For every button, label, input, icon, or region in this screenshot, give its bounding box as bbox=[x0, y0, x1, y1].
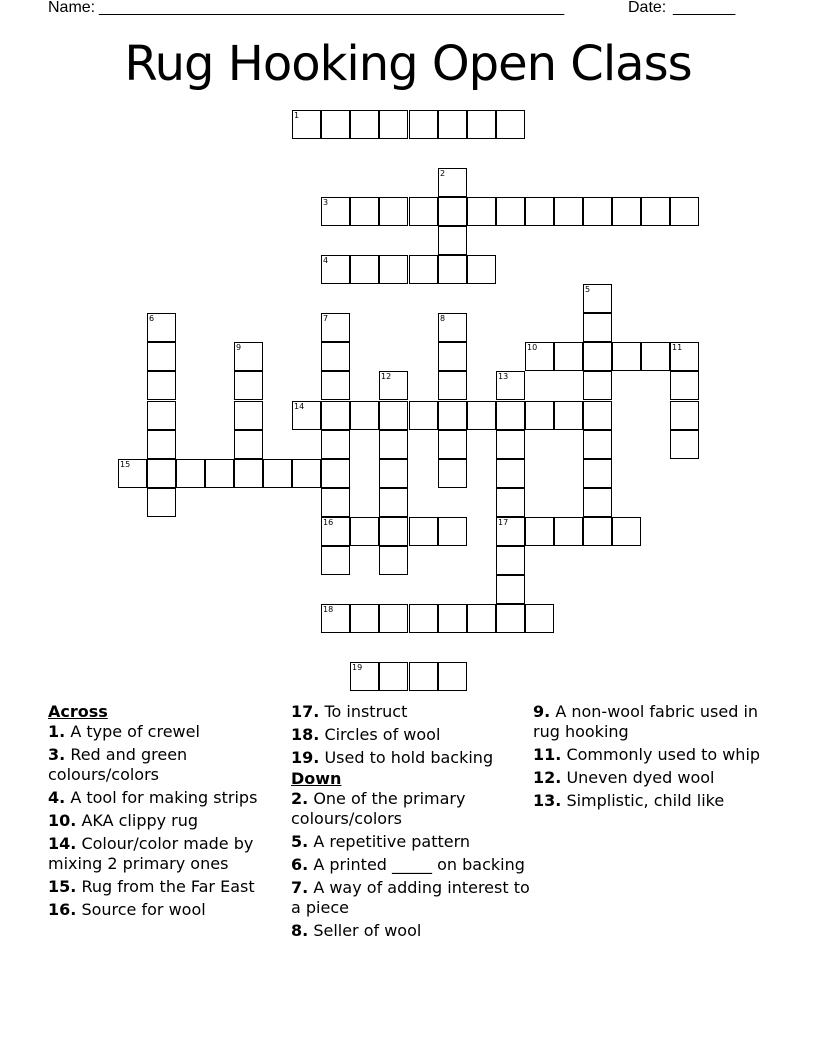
grid-cell[interactable] bbox=[583, 488, 612, 517]
grid-cell[interactable] bbox=[496, 604, 525, 633]
grid-cell[interactable] bbox=[525, 197, 554, 226]
grid-cell[interactable] bbox=[321, 110, 350, 139]
grid-cell[interactable] bbox=[438, 604, 467, 633]
grid-cell[interactable] bbox=[350, 604, 379, 633]
clue-number: 17 bbox=[498, 518, 509, 527]
grid-cell[interactable] bbox=[525, 604, 554, 633]
grid-cell[interactable] bbox=[292, 459, 321, 488]
grid-cell[interactable] bbox=[409, 517, 438, 546]
grid-cell[interactable] bbox=[670, 401, 699, 430]
clue-item-text: Rug from the Far East bbox=[81, 877, 255, 896]
clue-item-text: Used to hold backing bbox=[324, 748, 494, 767]
grid-cell[interactable] bbox=[438, 168, 467, 197]
clue-item-number: 3. bbox=[48, 745, 66, 764]
grid-cell[interactable] bbox=[496, 371, 525, 400]
grid-cell[interactable] bbox=[147, 313, 176, 342]
clue-item bbox=[48, 877, 284, 897]
clue-item bbox=[533, 745, 763, 765]
grid-cell[interactable] bbox=[496, 459, 525, 488]
grid-cell[interactable] bbox=[467, 401, 496, 430]
clue-item bbox=[291, 878, 531, 918]
clue-item-text: Red and green colours/colors bbox=[48, 745, 188, 784]
grid-cell[interactable] bbox=[583, 517, 612, 546]
clue-item-text: A non-wool fabric used in rug hooking bbox=[533, 702, 759, 741]
grid-cell[interactable] bbox=[641, 197, 670, 226]
clue-item-number: 9. bbox=[533, 702, 551, 721]
clue-item-text: A way of adding interest to a piece bbox=[291, 878, 530, 917]
grid-cell[interactable] bbox=[525, 517, 554, 546]
grid-cell[interactable] bbox=[438, 517, 467, 546]
clue-item-text: A printed _____ on backing bbox=[313, 855, 525, 874]
grid-cell[interactable] bbox=[147, 488, 176, 517]
grid-cell[interactable] bbox=[409, 401, 438, 430]
clue-item-number: 12. bbox=[533, 768, 562, 787]
grid-cell[interactable] bbox=[438, 110, 467, 139]
grid-cell[interactable] bbox=[409, 662, 438, 691]
grid-cell[interactable] bbox=[612, 342, 641, 371]
clue-item-text: A tool for making strips bbox=[70, 788, 258, 807]
grid-cell[interactable] bbox=[379, 517, 408, 546]
clue-number: 13 bbox=[498, 372, 509, 381]
grid-cell[interactable] bbox=[234, 430, 263, 459]
grid-cell[interactable] bbox=[147, 371, 176, 400]
grid-cell[interactable] bbox=[379, 430, 408, 459]
clue-item bbox=[533, 791, 763, 811]
clue-item-text: Commonly used to whip bbox=[566, 745, 761, 764]
across-heading: Across bbox=[48, 702, 108, 721]
grid-cell[interactable] bbox=[438, 371, 467, 400]
clue-item-number: 19. bbox=[291, 748, 320, 767]
grid-cell[interactable] bbox=[321, 604, 350, 633]
grid-cell[interactable] bbox=[496, 430, 525, 459]
grid-cell[interactable] bbox=[554, 342, 583, 371]
grid-cell[interactable] bbox=[670, 430, 699, 459]
grid-cell[interactable] bbox=[379, 604, 408, 633]
clue-item-number: 2. bbox=[291, 789, 309, 808]
clue-number: 9 bbox=[236, 343, 242, 352]
name-label: Name: bbox=[48, 0, 96, 16]
grid-cell[interactable] bbox=[350, 255, 379, 284]
grid-cell[interactable] bbox=[670, 371, 699, 400]
clue-item-number: 17. bbox=[291, 702, 320, 721]
clue-item bbox=[291, 702, 531, 722]
grid-cell[interactable] bbox=[234, 401, 263, 430]
clue-item bbox=[48, 745, 284, 785]
clue-number: 18 bbox=[323, 605, 334, 614]
clue-item-text: A type of crewel bbox=[70, 722, 200, 741]
clue-number: 19 bbox=[352, 663, 363, 672]
clue-item-number: 6. bbox=[291, 855, 309, 874]
grid-cell[interactable] bbox=[583, 284, 612, 313]
grid-cell[interactable] bbox=[234, 342, 263, 371]
date-label: Date: bbox=[628, 0, 667, 16]
grid-cell[interactable] bbox=[496, 575, 525, 604]
grid-cell[interactable] bbox=[379, 459, 408, 488]
grid-cell[interactable] bbox=[583, 197, 612, 226]
clue-number: 8 bbox=[440, 314, 446, 323]
grid-cell[interactable] bbox=[234, 459, 263, 488]
grid-cell[interactable] bbox=[292, 110, 321, 139]
clue-item-number: 7. bbox=[291, 878, 309, 897]
grid-cell[interactable] bbox=[467, 197, 496, 226]
grid-cell[interactable] bbox=[467, 604, 496, 633]
clue-item-number: 18. bbox=[291, 725, 320, 744]
clue-item bbox=[48, 834, 284, 874]
grid-cell[interactable] bbox=[670, 342, 699, 371]
clue-item-text: Simplistic, child like bbox=[566, 791, 725, 810]
grid-cell[interactable] bbox=[438, 197, 467, 226]
grid-cell[interactable] bbox=[379, 488, 408, 517]
clue-item-number: 1. bbox=[48, 722, 66, 741]
grid-cell[interactable] bbox=[496, 401, 525, 430]
grid-cell[interactable] bbox=[554, 401, 583, 430]
clue-item-number: 16. bbox=[48, 900, 77, 919]
grid-cell[interactable] bbox=[379, 546, 408, 575]
clue-item bbox=[48, 900, 284, 920]
grid-cell[interactable] bbox=[176, 459, 205, 488]
grid-cell[interactable] bbox=[438, 459, 467, 488]
clue-number: 12 bbox=[381, 372, 392, 381]
grid-cell[interactable] bbox=[292, 401, 321, 430]
grid-cell[interactable] bbox=[350, 517, 379, 546]
page-title: Rug Hooking Open Class bbox=[124, 36, 692, 92]
grid-cell[interactable] bbox=[263, 459, 292, 488]
grid-cell[interactable] bbox=[670, 197, 699, 226]
grid-cell[interactable] bbox=[641, 342, 670, 371]
grid-cell[interactable] bbox=[438, 662, 467, 691]
grid-cell[interactable] bbox=[321, 459, 350, 488]
grid-cell[interactable] bbox=[467, 110, 496, 139]
down-heading: Down bbox=[291, 769, 342, 788]
grid-cell[interactable] bbox=[409, 604, 438, 633]
clue-item bbox=[291, 921, 531, 941]
clue-item-number: 8. bbox=[291, 921, 309, 940]
grid-cell[interactable] bbox=[583, 401, 612, 430]
grid-cell[interactable] bbox=[496, 546, 525, 575]
clue-item-text: Uneven dyed wool bbox=[566, 768, 715, 787]
grid-cell[interactable] bbox=[612, 197, 641, 226]
grid-cell[interactable] bbox=[234, 371, 263, 400]
grid-cell[interactable] bbox=[438, 226, 467, 255]
clue-item bbox=[533, 768, 763, 788]
clue-number: 15 bbox=[120, 460, 131, 469]
clue-number: 7 bbox=[323, 314, 329, 323]
grid-cell[interactable] bbox=[321, 430, 350, 459]
grid-cell[interactable] bbox=[321, 401, 350, 430]
clues-column-2 bbox=[291, 702, 531, 944]
grid-cell[interactable] bbox=[496, 110, 525, 139]
clue-item bbox=[291, 748, 531, 768]
clue-item-text: A repetitive pattern bbox=[313, 832, 471, 851]
clue-item-text: Source for wool bbox=[81, 900, 206, 919]
grid-cell[interactable] bbox=[583, 371, 612, 400]
grid-cell[interactable] bbox=[321, 342, 350, 371]
clue-item-number: 11. bbox=[533, 745, 562, 764]
grid-cell[interactable] bbox=[350, 401, 379, 430]
grid-cell[interactable] bbox=[409, 255, 438, 284]
grid-cell[interactable] bbox=[583, 342, 612, 371]
clue-number: 16 bbox=[323, 518, 334, 527]
grid-cell[interactable] bbox=[321, 546, 350, 575]
clue-item-text: AKA clippy rug bbox=[81, 811, 199, 830]
grid-cell[interactable] bbox=[438, 255, 467, 284]
clue-item-text: Seller of wool bbox=[313, 921, 422, 940]
grid-cell[interactable] bbox=[147, 430, 176, 459]
clue-number: 4 bbox=[323, 256, 329, 265]
clues-column-1 bbox=[48, 702, 284, 923]
grid-cell[interactable] bbox=[321, 517, 350, 546]
grid-cell[interactable] bbox=[438, 401, 467, 430]
grid-cell[interactable] bbox=[321, 313, 350, 342]
grid-cell[interactable] bbox=[438, 313, 467, 342]
grid-cell[interactable] bbox=[379, 662, 408, 691]
clue-item-text: Colour/color made by mixing 2 primary ones bbox=[48, 834, 254, 873]
grid-cell[interactable] bbox=[554, 197, 583, 226]
clue-item-number: 5. bbox=[291, 832, 309, 851]
clue-item bbox=[533, 702, 763, 742]
grid-cell[interactable] bbox=[438, 342, 467, 371]
grid-cell[interactable] bbox=[496, 488, 525, 517]
grid-cell[interactable] bbox=[554, 517, 583, 546]
clue-number: 2 bbox=[440, 169, 446, 178]
clue-item bbox=[291, 789, 531, 829]
grid-cell[interactable] bbox=[438, 430, 467, 459]
grid-cell[interactable] bbox=[321, 371, 350, 400]
name-field[interactable]: _______________________________________________________ bbox=[99, 0, 564, 16]
date-field[interactable]: _______ bbox=[673, 0, 736, 16]
clue-number: 10 bbox=[527, 343, 538, 352]
grid-cell[interactable] bbox=[379, 371, 408, 400]
grid-cell[interactable] bbox=[612, 517, 641, 546]
grid-cell[interactable] bbox=[379, 401, 408, 430]
grid-cell[interactable] bbox=[583, 313, 612, 342]
clue-number: 3 bbox=[323, 198, 329, 207]
clue-item-text: Circles of wool bbox=[324, 725, 441, 744]
grid-cell[interactable] bbox=[379, 197, 408, 226]
grid-cell[interactable] bbox=[350, 197, 379, 226]
clue-item-text: To instruct bbox=[324, 702, 408, 721]
clue-item-number: 13. bbox=[533, 791, 562, 810]
grid-cell[interactable] bbox=[583, 459, 612, 488]
clue-item bbox=[48, 811, 284, 831]
grid-cell[interactable] bbox=[147, 401, 176, 430]
clues-column-3 bbox=[533, 702, 763, 814]
clue-item bbox=[291, 725, 531, 745]
clue-item-number: 4. bbox=[48, 788, 66, 807]
clue-number: 11 bbox=[672, 343, 683, 352]
grid-cell[interactable] bbox=[525, 401, 554, 430]
grid-cell[interactable] bbox=[147, 459, 176, 488]
clue-item bbox=[291, 855, 531, 875]
grid-cell[interactable] bbox=[118, 459, 147, 488]
grid-cell[interactable] bbox=[525, 342, 554, 371]
grid-cell[interactable] bbox=[467, 255, 496, 284]
grid-cell[interactable] bbox=[350, 110, 379, 139]
clue-item-number: 14. bbox=[48, 834, 77, 853]
grid-cell[interactable] bbox=[321, 197, 350, 226]
grid-cell[interactable] bbox=[409, 197, 438, 226]
grid-cell[interactable] bbox=[205, 459, 234, 488]
grid-cell[interactable] bbox=[379, 255, 408, 284]
grid-cell[interactable] bbox=[496, 517, 525, 546]
clue-number: 14 bbox=[294, 402, 305, 411]
clue-item-number: 15. bbox=[48, 877, 77, 896]
grid-cell[interactable] bbox=[583, 430, 612, 459]
clue-item-text: One of the primary colours/colors bbox=[291, 789, 466, 828]
clue-item bbox=[291, 832, 531, 852]
clue-item-number: 10. bbox=[48, 811, 77, 830]
grid-cell[interactable] bbox=[147, 342, 176, 371]
clue-item bbox=[48, 722, 284, 742]
grid-cell[interactable] bbox=[409, 110, 438, 139]
grid-cell[interactable] bbox=[321, 255, 350, 284]
clue-item bbox=[48, 788, 284, 808]
clue-number: 1 bbox=[294, 111, 300, 120]
grid-cell[interactable] bbox=[350, 662, 379, 691]
grid-cell[interactable] bbox=[379, 110, 408, 139]
clue-number: 6 bbox=[149, 314, 155, 323]
grid-cell[interactable] bbox=[321, 488, 350, 517]
clue-number: 5 bbox=[585, 285, 591, 294]
grid-cell[interactable] bbox=[496, 197, 525, 226]
